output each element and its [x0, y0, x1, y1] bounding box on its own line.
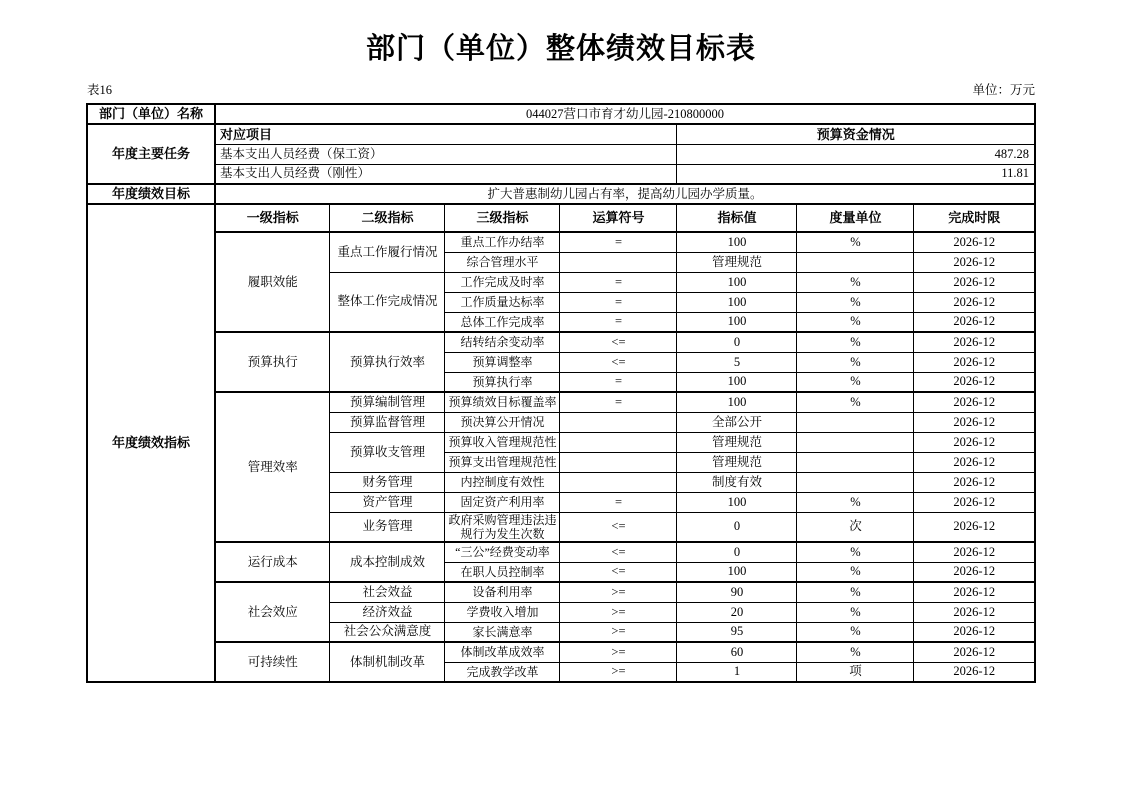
task-row: [87, 144, 1035, 164]
level3-indicator: 工作完成及时率: [445, 272, 560, 292]
level2-indicator: 整体工作完成情况: [330, 272, 445, 332]
level3-indicator: 完成教学改革: [445, 662, 560, 682]
level3-indicator: 政府采购管理违法违规行为发生次数: [445, 512, 560, 542]
level2-indicator: 预算监督管理: [330, 412, 445, 432]
deadline: 2026-12: [914, 272, 1035, 292]
level3-indicator: 家长满意率: [445, 622, 560, 642]
level3-indicator: 内控制度有效性: [445, 472, 560, 492]
indicator-value: 95: [677, 622, 797, 642]
indicator-header: 完成时限: [914, 204, 1035, 232]
measure-unit: %: [797, 392, 914, 412]
level3-indicator: “三公”经费变动率: [445, 542, 560, 562]
level3-indicator: 预算调整率: [445, 352, 560, 372]
indicator-header-row: [87, 204, 1035, 232]
level2-indicator: 体制机制改革: [330, 642, 445, 682]
budget-column-header: 预算资金情况: [677, 124, 1035, 144]
level1-indicator: 运行成本: [215, 542, 330, 582]
operator: [560, 432, 677, 452]
unit-note: 单位：万元: [972, 83, 1035, 97]
operator: [560, 452, 677, 472]
page-title: 部门（单位）整体绩效目标表: [365, 33, 756, 65]
operator: =: [560, 372, 677, 392]
operator: <=: [560, 562, 677, 582]
operator: =: [560, 312, 677, 332]
level1-indicator: 管理效率: [215, 392, 330, 542]
project-name: 基本支出人员经费（刚性）: [215, 164, 677, 184]
deadline: 2026-12: [914, 332, 1035, 352]
indicator-value: 制度有效: [677, 472, 797, 492]
indicator-value: 100: [677, 292, 797, 312]
level3-indicator: 结转结余变动率: [445, 332, 560, 352]
measure-unit: %: [797, 272, 914, 292]
indicator-value: 100: [677, 372, 797, 392]
measure-unit: %: [797, 602, 914, 622]
measure-unit: %: [797, 562, 914, 582]
deadline: 2026-12: [914, 472, 1035, 492]
indicator-value: 100: [677, 492, 797, 512]
deadline: 2026-12: [914, 232, 1035, 252]
dept-name-row: [87, 104, 1035, 124]
measure-unit: %: [797, 352, 914, 372]
indicator-value: 100: [677, 232, 797, 252]
level2-indicator: 财务管理: [330, 472, 445, 492]
operator: =: [560, 292, 677, 312]
level3-indicator: 设备利用率: [445, 582, 560, 602]
performance-table: [86, 103, 1036, 683]
operator: >=: [560, 582, 677, 602]
operator: =: [560, 392, 677, 412]
level3-indicator: 预算收入管理规范性: [445, 432, 560, 452]
level2-indicator: 资产管理: [330, 492, 445, 512]
measure-unit: 项: [797, 662, 914, 682]
indicator-value: 0: [677, 512, 797, 542]
indicator-value: 100: [677, 312, 797, 332]
measure-unit: %: [797, 492, 914, 512]
indicator-value: 全部公开: [677, 412, 797, 432]
deadline: 2026-12: [914, 662, 1035, 682]
measure-unit: 次: [797, 512, 914, 542]
task-row: [87, 164, 1035, 184]
indicator-header: 二级指标: [330, 204, 445, 232]
level3-indicator: 预决算公开情况: [445, 412, 560, 432]
indicator-value: 0: [677, 332, 797, 352]
operator: =: [560, 232, 677, 252]
operator: >=: [560, 662, 677, 682]
deadline: 2026-12: [914, 392, 1035, 412]
level2-indicator: 重点工作履行情况: [330, 232, 445, 272]
indicator-header: 三级指标: [445, 204, 560, 232]
annual-goal-value: 扩大普惠制幼儿园占有率，提高幼儿园办学质量。: [215, 184, 1035, 204]
level2-indicator: 社会效益: [330, 582, 445, 602]
deadline: 2026-12: [914, 452, 1035, 472]
annual-tasks-label: 年度主要任务: [87, 124, 215, 184]
level3-indicator: 学费收入增加: [445, 602, 560, 622]
measure-unit: %: [797, 622, 914, 642]
level2-indicator: 社会公众满意度: [330, 622, 445, 642]
indicator-header: 运算符号: [560, 204, 677, 232]
level3-indicator: 预算支出管理规范性: [445, 452, 560, 472]
dept-name-value: 044027营口市育才幼儿园-210800000: [215, 104, 1035, 124]
level3-indicator: 固定资产利用率: [445, 492, 560, 512]
indicator-value: 0: [677, 542, 797, 562]
level2-indicator: 预算执行效率: [330, 332, 445, 392]
deadline: 2026-12: [914, 412, 1035, 432]
deadline: 2026-12: [914, 252, 1035, 272]
deadline: 2026-12: [914, 512, 1035, 542]
indicator-value: 100: [677, 562, 797, 582]
level3-indicator: 工作质量达标率: [445, 292, 560, 312]
deadline: 2026-12: [914, 352, 1035, 372]
indicator-row: [87, 642, 1035, 662]
measure-unit: %: [797, 542, 914, 562]
annual-goal-label: 年度绩效目标: [87, 184, 215, 204]
level2-indicator: 预算编制管理: [330, 392, 445, 412]
indicators-label: 年度绩效指标: [87, 204, 215, 682]
deadline: 2026-12: [914, 602, 1035, 622]
indicator-header: 指标值: [677, 204, 797, 232]
level1-indicator: 预算执行: [215, 332, 330, 392]
indicator-value: 60: [677, 642, 797, 662]
operator: >=: [560, 642, 677, 662]
tasks-header-row: [87, 124, 1035, 144]
dept-name-label: 部门（单位）名称: [87, 104, 215, 124]
operator: [560, 412, 677, 432]
measure-unit: %: [797, 312, 914, 332]
operator: >=: [560, 622, 677, 642]
measure-unit: [797, 432, 914, 452]
indicator-row: [87, 392, 1035, 412]
project-column-header: 对应项目: [215, 124, 677, 144]
deadline: 2026-12: [914, 312, 1035, 332]
deadline: 2026-12: [914, 432, 1035, 452]
indicator-header: 一级指标: [215, 204, 330, 232]
deadline: 2026-12: [914, 582, 1035, 602]
measure-unit: [797, 252, 914, 272]
level3-indicator: 预算绩效目标覆盖率: [445, 392, 560, 412]
measure-unit: %: [797, 232, 914, 252]
deadline: 2026-12: [914, 492, 1035, 512]
table-number: 表16: [87, 83, 113, 97]
indicator-row: [87, 542, 1035, 562]
operator: [560, 252, 677, 272]
measure-unit: %: [797, 582, 914, 602]
deadline: 2026-12: [914, 622, 1035, 642]
measure-unit: [797, 472, 914, 492]
indicator-row: [87, 582, 1035, 602]
budget-amount: 11.81: [677, 164, 1035, 184]
deadline: 2026-12: [914, 642, 1035, 662]
operator: <=: [560, 332, 677, 352]
level3-indicator: 重点工作办结率: [445, 232, 560, 252]
annual-goal-row: [87, 184, 1035, 204]
operator: <=: [560, 542, 677, 562]
level1-indicator: 履职效能: [215, 232, 330, 332]
meta-row: [87, 80, 1035, 98]
indicator-value: 管理规范: [677, 432, 797, 452]
indicator-value: 5: [677, 352, 797, 372]
operator: >=: [560, 602, 677, 622]
indicator-value: 100: [677, 392, 797, 412]
operator: =: [560, 492, 677, 512]
indicator-value: 1: [677, 662, 797, 682]
level3-indicator: 综合管理水平: [445, 252, 560, 272]
measure-unit: %: [797, 332, 914, 352]
level3-indicator: 总体工作完成率: [445, 312, 560, 332]
project-name: 基本支出人员经费（保工资）: [215, 144, 677, 164]
indicator-value: 管理规范: [677, 452, 797, 472]
level3-indicator: 预算执行率: [445, 372, 560, 392]
level2-indicator: 成本控制成效: [330, 542, 445, 582]
indicator-value: 20: [677, 602, 797, 622]
indicator-header: 度量单位: [797, 204, 914, 232]
level1-indicator: 社会效应: [215, 582, 330, 642]
measure-unit: [797, 412, 914, 432]
level3-indicator: 在职人员控制率: [445, 562, 560, 582]
measure-unit: %: [797, 372, 914, 392]
deadline: 2026-12: [914, 562, 1035, 582]
indicator-row: [87, 232, 1035, 252]
indicator-value: 90: [677, 582, 797, 602]
level2-indicator: 预算收支管理: [330, 432, 445, 472]
indicator-value: 100: [677, 272, 797, 292]
deadline: 2026-12: [914, 542, 1035, 562]
level2-indicator: 业务管理: [330, 512, 445, 542]
measure-unit: [797, 452, 914, 472]
operator: =: [560, 272, 677, 292]
deadline: 2026-12: [914, 292, 1035, 312]
level2-indicator: 经济效益: [330, 602, 445, 622]
level1-indicator: 可持续性: [215, 642, 330, 682]
indicator-row: [87, 332, 1035, 352]
operator: <=: [560, 352, 677, 372]
measure-unit: %: [797, 292, 914, 312]
operator: <=: [560, 512, 677, 542]
level3-indicator: 体制改革成效率: [445, 642, 560, 662]
deadline: 2026-12: [914, 372, 1035, 392]
operator: [560, 472, 677, 492]
budget-amount: 487.28: [677, 144, 1035, 164]
indicator-value: 管理规范: [677, 252, 797, 272]
measure-unit: %: [797, 642, 914, 662]
